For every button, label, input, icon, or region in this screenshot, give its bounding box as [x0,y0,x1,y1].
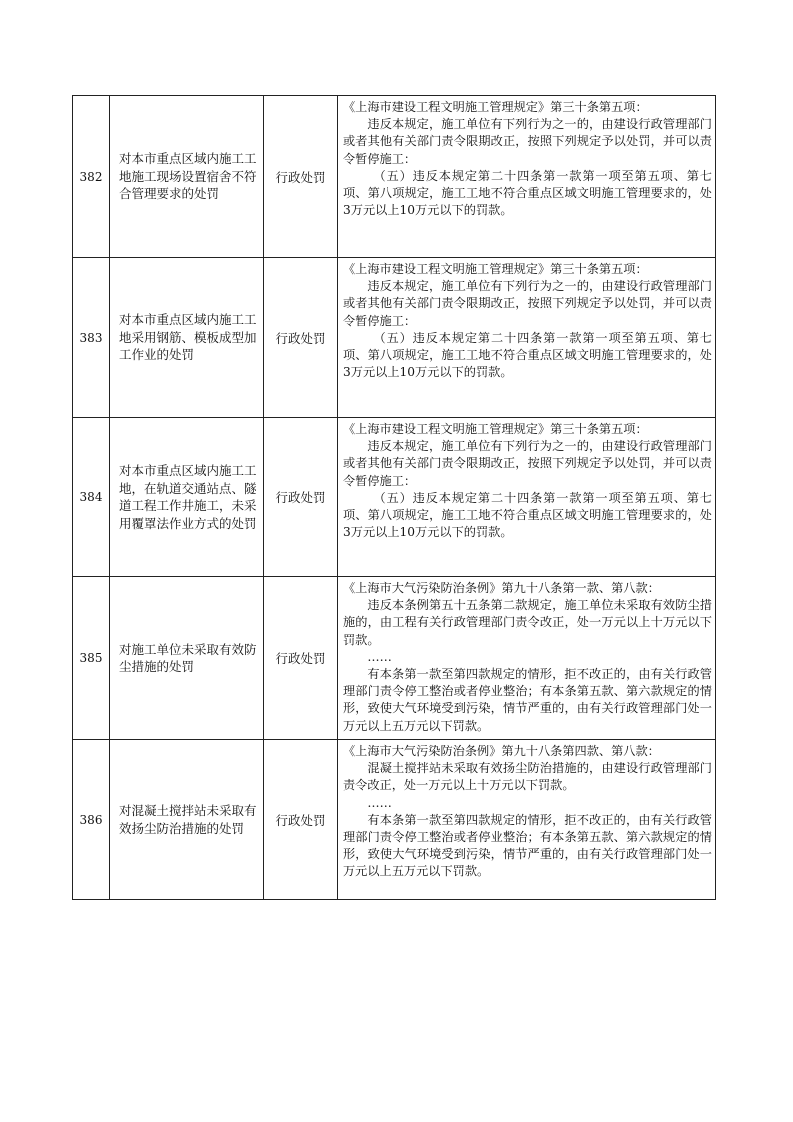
basis-ellipsis: …… [367,649,392,664]
penalty-table [72,95,716,900]
item-type: 行政处罚 [264,96,338,258]
table-row [73,418,716,577]
basis-title: 《上海市建设工程文明施工管理规定》第三十条第五项： [343,100,648,114]
basis-paragraph: 违反本规定，施工单位有下列行为之一的，由建设行政管理部门或者其他有关部门责令限期改正，按照下列规定予以处罚，并可以责令暂停施工： [343,279,712,328]
basis-paragraph: 违反本条例第五十五条第二款规定，施工单位未采取有效防尘措施的，由工程有关行政管理部门责令改正，处一万元以上十万元以下罚款。 [343,598,712,647]
row-number: 385 [73,577,110,740]
item-type: 行政处罚 [264,418,338,577]
item-type: 行政处罚 [264,740,338,900]
legal-basis [338,258,716,418]
row-number: 382 [73,96,110,258]
item-type: 行政处罚 [264,577,338,740]
table-row [73,96,716,258]
basis-title: 《上海市大气污染防治条例》第九十八条第四款、第八款： [343,744,660,758]
item-name: 对本市重点区域内施工工地采用钢筋、模板成型加工作业的处罚 [110,258,264,418]
table-row [73,740,716,900]
basis-paragraph: （五）违反本规定第二十四条第一款第一项至第五项、第七项、第八项规定，施工工地不符合重点区域文明施工管理要求的，处3万元以上10万元以下的罚款。 [343,330,712,380]
legal-basis [338,740,716,900]
row-number: 383 [73,258,110,418]
basis-paragraph: 违反本规定，施工单位有下列行为之一的，由建设行政管理部门或者其他有关部门责令限期改正，按照下列规定予以处罚，并可以责令暂停施工： [343,117,712,166]
table-row [73,258,716,418]
row-number: 384 [73,418,110,577]
basis-paragraph: 有本条第一款至第四款规定的情形，拒不改正的，由有关行政管理部门责令停工整治或者停业整治；有本条第五款、第六款规定的情形，致使大气环境受到污染，情节严重的，由有关行政管理部门处一万元以上五万元以下罚款。 [343,667,712,733]
legal-basis [338,418,716,577]
basis-title: 《上海市建设工程文明施工管理规定》第三十条第五项： [343,262,648,276]
table-row [73,577,716,740]
item-name: 对本市重点区域内施工工地，在轨道交通站点、隧道工程工作井施工，未采用覆罩法作业方式的处罚 [110,418,264,577]
basis-paragraph: （五）违反本规定第二十四条第一款第一项至第五项、第七项、第八项规定，施工工地不符合重点区域文明施工管理要求的，处3万元以上10万元以下的罚款。 [343,490,712,540]
basis-paragraph: （五）违反本规定第二十四条第一款第一项至第五项、第七项、第八项规定，施工工地不符合重点区域文明施工管理要求的，处3万元以上10万元以下的罚款。 [343,168,712,218]
item-type: 行政处罚 [264,258,338,418]
basis-title: 《上海市建设工程文明施工管理规定》第三十条第五项： [343,422,648,436]
legal-basis [338,96,716,258]
basis-paragraph: 混凝土搅拌站未采取有效扬尘防治措施的，由建设行政管理部门责令改正，处一万元以上十万元以下罚款。 [343,761,712,793]
row-number: 386 [73,740,110,900]
basis-paragraph: 有本条第一款至第四款规定的情形，拒不改正的，由有关行政管理部门责令停工整治或者停业整治；有本条第五款、第六款规定的情形，致使大气环境受到污染，情节严重的，由有关行政管理部门处一万元以上五万元以下罚款。 [343,812,712,879]
item-name: 对混凝土搅拌站未采取有效扬尘防治措施的处罚 [110,740,264,900]
basis-paragraph: 违反本规定，施工单位有下列行为之一的，由建设行政管理部门或者其他有关部门责令限期改正，按照下列规定予以处罚，并可以责令暂停施工： [343,439,712,488]
basis-ellipsis: …… [367,795,392,810]
item-name: 对施工单位未采取有效防尘措施的处罚 [110,577,264,740]
basis-title: 《上海市大气污染防治条例》第九十八条第一款、第八款： [343,581,660,595]
legal-basis [338,577,716,740]
item-name: 对本市重点区域内施工工地施工现场设置宿舍不符合管理要求的处罚 [110,96,264,258]
